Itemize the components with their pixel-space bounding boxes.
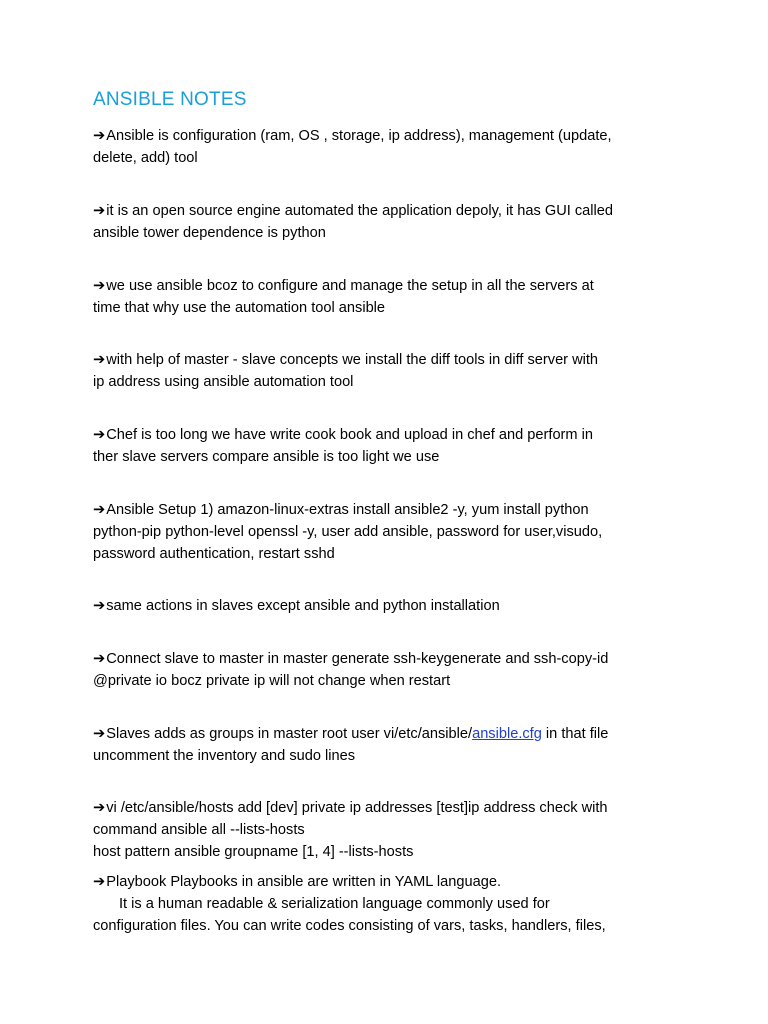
arrow-icon: ➔ — [93, 427, 106, 443]
note-paragraph-7 — [93, 595, 693, 617]
arrow-icon: ➔ — [93, 874, 106, 890]
paragraph-line: command ansible all --lists-hosts — [93, 822, 305, 838]
paragraph-line: same actions in slaves except ansible and python installation — [106, 598, 500, 614]
note-paragraph-11 — [93, 871, 693, 937]
paragraph-line: ansible tower dependence is python — [93, 225, 326, 241]
paragraph-line: uncomment the inventory and sudo lines — [93, 748, 356, 764]
paragraph-line: Playbook Playbooks in ansible are written in YAML language. — [106, 874, 502, 890]
arrow-icon: ➔ — [93, 651, 106, 667]
arrow-icon: ➔ — [93, 203, 106, 219]
paragraph-line: host pattern ansible groupname [1, 4] --lists-hosts — [93, 844, 414, 860]
paragraph-line: time that why use the automation tool ansible — [93, 300, 386, 316]
paragraph-line: we use ansible bcoz to configure and manage the setup in all the servers at — [106, 278, 594, 294]
paragraph-line: Connect slave to master in master generate ssh-keygenerate and ssh-copy-id — [106, 651, 609, 667]
note-paragraph-8 — [93, 648, 693, 692]
arrow-icon: ➔ — [93, 502, 106, 518]
paragraph-line: delete, add) tool — [93, 150, 198, 166]
paragraph-line: python-pip python-level openssl -y, user add ansible, password for user,visudo, — [93, 524, 603, 540]
paragraph-line: @private io bocz private ip will not change when restart — [93, 673, 451, 689]
note-paragraph-10 — [93, 797, 693, 863]
paragraph-line: Chef is too long we have write cook book and upload in chef and perform in — [106, 427, 593, 443]
paragraph-line: with help of master - slave concepts we install the diff tools in diff server with — [106, 352, 599, 368]
paragraph-line: configuration files. You can write codes consisting of vars, tasks, handlers, files, — [93, 918, 606, 934]
note-paragraph-4 — [93, 349, 693, 393]
paragraph-line: Ansible Setup 1) amazon-linux-extras install ansible2 -y, yum install python — [106, 502, 589, 518]
paragraph-line: Ansible is configuration (ram, OS , storage, ip address), management (update, — [106, 128, 612, 144]
arrow-icon: ➔ — [93, 726, 106, 742]
document-title: ANSIBLE NOTES — [93, 89, 247, 110]
arrow-icon: ➔ — [93, 278, 106, 294]
arrow-icon: ➔ — [93, 128, 106, 144]
paragraph-line: in that file — [541, 726, 609, 742]
paragraph-line: password authentication, restart sshd — [93, 546, 335, 562]
note-paragraph-3 — [93, 275, 693, 319]
paragraph-line: ther slave servers compare ansible is too light we use — [93, 449, 440, 465]
note-paragraph-9 — [93, 723, 693, 767]
note-paragraph-5 — [93, 424, 693, 468]
note-paragraph-2 — [93, 200, 693, 244]
paragraph-line: it is an open source engine automated the application depoly, it has GUI called — [106, 203, 614, 219]
arrow-icon: ➔ — [93, 598, 106, 614]
paragraph-line: ip address using ansible automation tool — [93, 374, 354, 390]
ansible-cfg-link[interactable]: ansible.cfg — [472, 726, 542, 742]
note-paragraph-6 — [93, 499, 693, 565]
paragraph-line: Slaves adds as groups in master root user vi/etc/ansible/ — [106, 726, 473, 742]
paragraph-line: It is a human readable & serialization language commonly used for — [119, 896, 550, 912]
arrow-icon: ➔ — [93, 800, 106, 816]
arrow-icon: ➔ — [93, 352, 106, 368]
paragraph-line: vi /etc/ansible/hosts add [dev] private ip addresses [test]ip address check with — [106, 800, 608, 816]
note-paragraph-1 — [93, 125, 693, 169]
